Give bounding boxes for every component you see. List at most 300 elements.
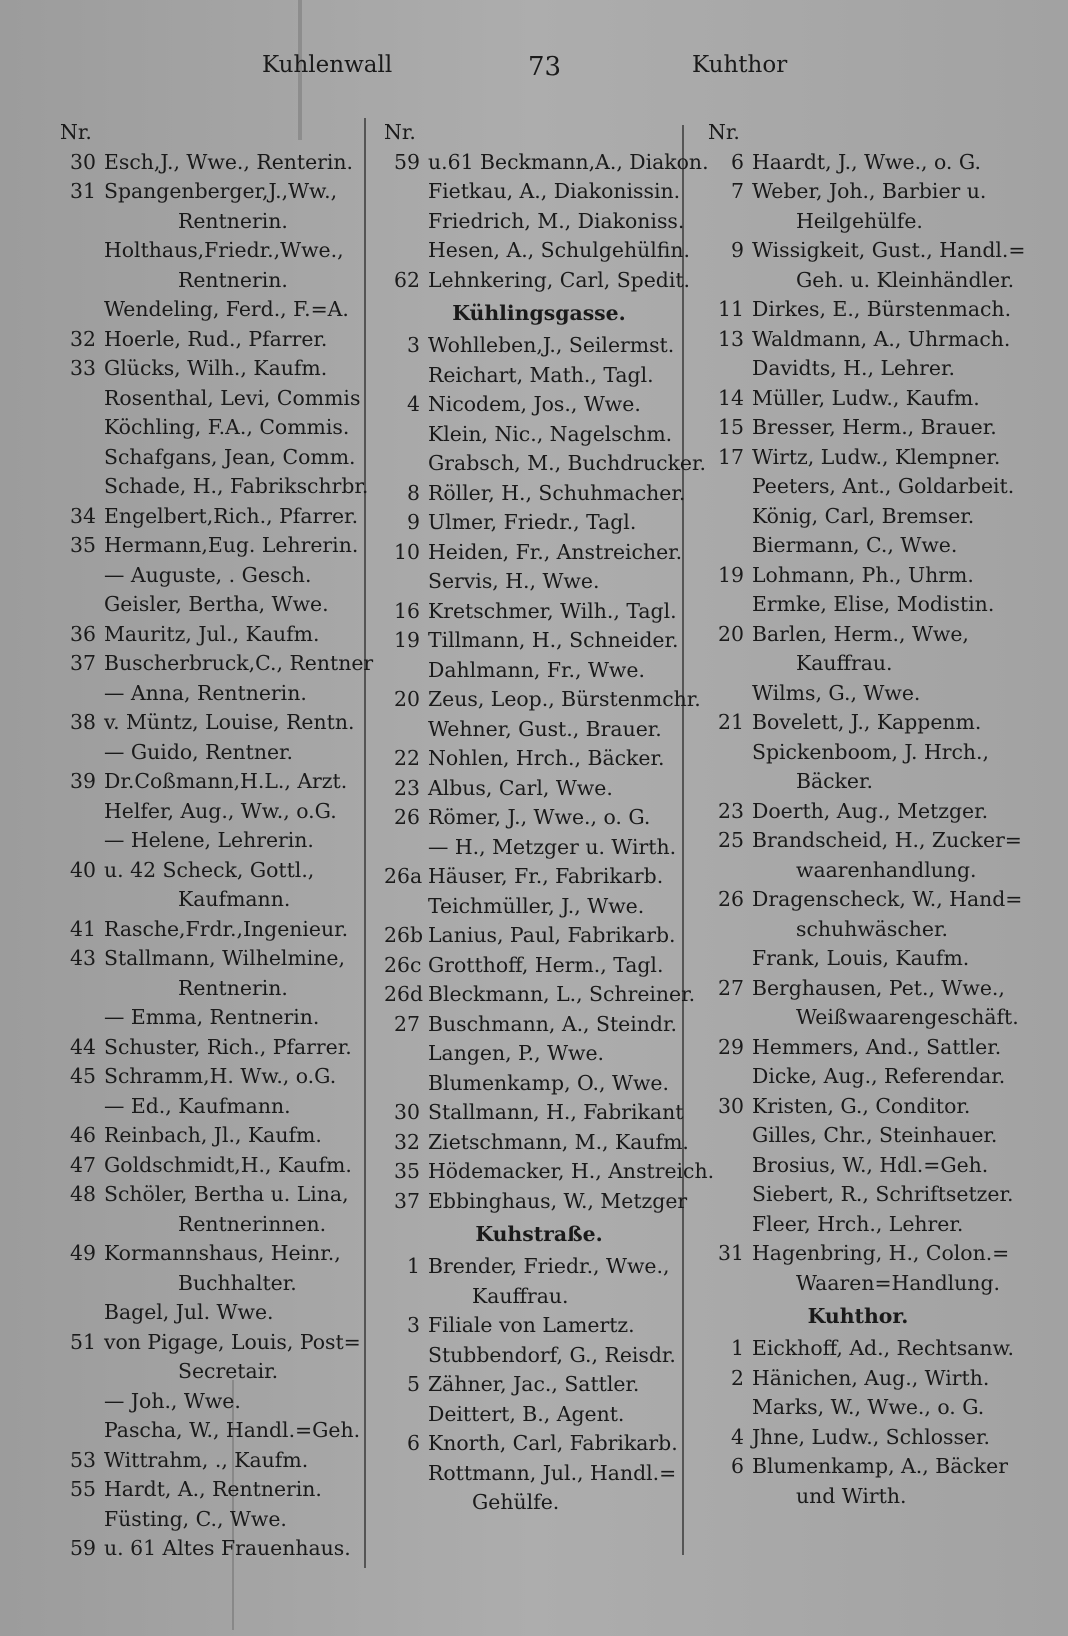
directory-entry xyxy=(384,390,694,420)
house-number: 37 xyxy=(70,651,96,675)
directory-entry xyxy=(60,1475,360,1505)
house-number: 9 xyxy=(731,238,744,262)
directory-entry xyxy=(708,1269,1008,1299)
resident-text: Wendeling, Ferd., F.=A. xyxy=(104,297,349,321)
directory-entry xyxy=(384,1311,694,1341)
directory-entry xyxy=(708,1180,1014,1210)
resident-text: waarenhandlung. xyxy=(796,857,977,882)
directory-entry xyxy=(60,1033,360,1063)
resident-text: Müller, Ludw., Kaufm. xyxy=(752,385,980,410)
directory-entry xyxy=(708,620,1008,650)
resident-text: Goldschmidt,H., Kaufm. xyxy=(104,1152,352,1177)
directory-entry xyxy=(60,1092,360,1122)
directory-entry xyxy=(60,1062,360,1092)
directory-entry xyxy=(708,1121,1008,1151)
directory-entry xyxy=(708,915,1008,945)
house-number: 26d xyxy=(384,982,423,1006)
house-number: 19 xyxy=(718,562,744,587)
directory-entry xyxy=(60,384,360,414)
resident-text: Glücks, Wilh., Kaufm. xyxy=(104,356,328,380)
resident-text: Kretschmer, Wilh., Tagl. xyxy=(428,598,677,623)
directory-entry xyxy=(384,1128,694,1158)
resident-text: Fleer, Hrch., Lehrer. xyxy=(752,1211,964,1236)
resident-text: Buschmann, A., Steindr. xyxy=(428,1011,677,1036)
resident-text: Blumenkamp, O., Wwe. xyxy=(428,1070,669,1095)
house-number: 26 xyxy=(718,887,744,911)
directory-entry xyxy=(384,1370,694,1400)
directory-entry xyxy=(60,1328,360,1358)
directory-entry xyxy=(708,354,1008,384)
directory-entry xyxy=(60,1357,360,1387)
directory-entry xyxy=(60,148,360,178)
resident-text: schuhwäscher. xyxy=(796,916,948,941)
house-number: 49 xyxy=(70,1241,96,1265)
directory-entry xyxy=(384,980,694,1010)
directory-entry xyxy=(708,1092,1008,1122)
house-number: 38 xyxy=(70,710,96,734)
directory-entry xyxy=(708,974,1008,1004)
house-number: 48 xyxy=(70,1182,96,1206)
resident-text: Lehnkering, Carl, Spedit. xyxy=(428,267,691,292)
resident-text: Friedrich, M., Diakoniss. xyxy=(428,208,685,233)
resident-text: Siebert, R., Schriftsetzer. xyxy=(752,1182,1014,1206)
resident-text: Gilles, Chr., Steinhauer. xyxy=(752,1123,998,1147)
resident-text: — Ed., Kaufmann. xyxy=(104,1093,291,1118)
resident-text: Dicke, Aug., Referendar. xyxy=(752,1064,1006,1088)
house-number: 4 xyxy=(731,1424,744,1449)
house-number: 59 xyxy=(70,1536,96,1560)
directory-entry xyxy=(708,1364,1008,1394)
directory-entry xyxy=(384,626,694,656)
resident-text: Doerth, Aug., Metzger. xyxy=(752,798,989,823)
directory-entry xyxy=(708,413,1008,443)
house-number: 29 xyxy=(718,1034,744,1059)
resident-text: Teichmüller, J., Wwe. xyxy=(428,893,645,918)
house-number: 36 xyxy=(70,621,96,646)
directory-entry xyxy=(708,502,1008,532)
resident-text: Heiden, Fr., Anstreicher. xyxy=(428,539,683,564)
directory-entry xyxy=(708,1239,1008,1269)
resident-text: Kormannshaus, Heinr., xyxy=(104,1241,341,1265)
directory-entry xyxy=(708,856,1008,886)
directory-entry xyxy=(708,236,1026,266)
resident-text: Zietschmann, M., Kaufm. xyxy=(428,1129,689,1154)
resident-text: Nohlen, Hrch., Bäcker. xyxy=(428,746,665,770)
resident-text: Albus, Carl, Wwe. xyxy=(428,775,613,800)
resident-text: — H., Metzger u. Wirth. xyxy=(428,834,677,859)
resident-text: Ulmer, Friedr., Tagl. xyxy=(428,510,637,534)
house-number: 2 xyxy=(731,1365,744,1390)
directory-entry xyxy=(60,207,360,237)
directory-entry xyxy=(708,1210,1008,1240)
resident-text: Brosius, W., Hdl.=Geh. xyxy=(752,1152,989,1177)
directory-entry xyxy=(60,325,360,355)
house-number: 37 xyxy=(394,1188,420,1213)
directory-entry xyxy=(708,118,1008,148)
resident-text: Hemmers, And., Sattler. xyxy=(752,1034,1002,1059)
directory-entry xyxy=(60,1180,360,1210)
house-number: 51 xyxy=(70,1329,96,1354)
resident-text: Wirtz, Ludw., Klempner. xyxy=(752,444,1001,469)
resident-text: Weißwaarengeschäft. xyxy=(796,1005,1019,1029)
resident-text: Servis, H., Wwe. xyxy=(428,569,600,593)
directory-entry xyxy=(708,738,1008,768)
house-number: 39 xyxy=(70,769,96,793)
directory-entry xyxy=(384,236,694,266)
directory-entry xyxy=(708,443,1008,473)
directory-entry xyxy=(60,502,360,532)
resident-text: Stallmann, Wilhelmine, xyxy=(104,946,345,970)
directory-entry xyxy=(708,177,1008,207)
resident-text: Blumenkamp, A., Bäcker xyxy=(752,1454,1008,1478)
resident-text: Berghausen, Pet., Wwe., xyxy=(752,975,1005,1000)
house-number: 27 xyxy=(718,975,744,1000)
resident-text: von Pigage, Louis, Post= xyxy=(104,1329,361,1354)
house-number: 44 xyxy=(70,1034,96,1059)
directory-entry xyxy=(708,295,1012,325)
resident-text: Waldmann, A., Uhrmach. xyxy=(752,326,1011,351)
directory-entry xyxy=(384,1039,694,1069)
directory-entry xyxy=(384,774,694,804)
house-number: 27 xyxy=(394,1011,420,1036)
resident-text: Schafgans, Jean, Comm. xyxy=(104,444,356,469)
directory-entry xyxy=(60,1269,360,1299)
column-2 xyxy=(384,118,715,1518)
house-number: 26a xyxy=(384,864,423,888)
resident-text: Peeters, Ant., Goldarbeit. xyxy=(752,474,1015,498)
resident-text: Lohmann, Ph., Uhrm. xyxy=(752,562,974,587)
house-number: 1 xyxy=(731,1336,744,1360)
house-number: 1 xyxy=(407,1254,420,1278)
directory-entry xyxy=(60,413,360,443)
resident-text: Langen, P., Wwe. xyxy=(428,1041,605,1065)
resident-text: Mauritz, Jul., Kaufm. xyxy=(104,621,320,646)
directory-entry xyxy=(708,207,1008,237)
resident-text: Zeus, Leop., Bürstenmchr. xyxy=(428,687,701,711)
house-number: 31 xyxy=(70,179,96,203)
resident-text: Hoerle, Rud., Pfarrer. xyxy=(104,326,328,351)
resident-text: Lanius, Paul, Fabrikarb. xyxy=(428,923,676,947)
resident-text: Schade, H., Fabrikschrbr. xyxy=(104,474,369,498)
resident-text: Geh. u. Kleinhändler. xyxy=(796,267,1015,292)
directory-entry xyxy=(384,1400,694,1430)
directory-entry xyxy=(708,590,1008,620)
resident-text: Schuster, Rich., Pfarrer. xyxy=(104,1034,352,1059)
resident-text: Reichart, Math., Tagl. xyxy=(428,362,654,387)
house-number: 55 xyxy=(70,1477,96,1501)
directory-entry xyxy=(60,472,369,502)
resident-text: Rentnerin. xyxy=(178,975,288,1000)
house-number: 26c xyxy=(384,952,422,977)
resident-text: und Wirth. xyxy=(796,1483,907,1508)
directory-entry xyxy=(60,856,360,886)
directory-entry xyxy=(60,649,374,679)
directory-entry xyxy=(60,236,360,266)
directory-entry xyxy=(708,649,1008,679)
resident-text: Fietkau, A., Diakonissin. xyxy=(428,179,681,203)
resident-text: Klein, Nic., Nagelschm. xyxy=(428,421,673,446)
directory-entry xyxy=(60,266,360,296)
resident-text: Stubbendorf, G., Reisdr. xyxy=(428,1342,676,1367)
directory-entry xyxy=(384,508,694,538)
resident-text: Rosenthal, Levi, Commis xyxy=(104,385,361,410)
directory-entry xyxy=(708,531,1008,561)
resident-text: u.61 Beckmann,A., Diakon. xyxy=(428,149,709,174)
house-number: 9 xyxy=(407,510,420,534)
directory-entry xyxy=(384,1069,694,1099)
resident-text: Holthaus,Friedr.,Wwe., xyxy=(104,238,344,262)
directory-entry xyxy=(384,1098,694,1128)
directory-entry xyxy=(60,118,360,148)
directory-entry xyxy=(60,561,360,591)
resident-text: Dragenscheck, W., Hand= xyxy=(752,887,1023,911)
resident-text: Eickhoff, Ad., Rechtsanw. xyxy=(752,1336,1014,1360)
resident-text: Helfer, Aug., Ww., o.G. xyxy=(104,798,337,823)
directory-entry xyxy=(60,1387,360,1417)
house-number: 53 xyxy=(70,1447,96,1472)
directory-entry xyxy=(60,354,360,384)
directory-entry xyxy=(384,361,694,391)
directory-entry xyxy=(60,1003,360,1033)
house-number: 6 xyxy=(731,149,744,174)
directory-entry xyxy=(384,449,706,479)
directory-entry xyxy=(60,885,360,915)
directory-entry xyxy=(60,1534,360,1564)
street-heading: Kuhstraße. xyxy=(475,1222,603,1246)
directory-entry xyxy=(60,443,360,473)
house-number: 46 xyxy=(70,1123,96,1147)
directory-entry xyxy=(708,1062,1008,1092)
directory-entry xyxy=(384,1252,694,1282)
resident-text: Stallmann, H., Fabrikant xyxy=(428,1100,684,1124)
house-number: 6 xyxy=(731,1454,744,1478)
resident-text: Bäcker. xyxy=(796,769,873,793)
directory-entry xyxy=(708,1151,1008,1181)
house-number: 23 xyxy=(718,798,744,823)
house-number: 13 xyxy=(718,326,744,351)
resident-text: Buscherbruck,C., Rentner xyxy=(104,651,374,675)
directory-entry xyxy=(384,1341,694,1371)
resident-text: Barlen, Herm., Wwe, xyxy=(752,621,969,646)
column-3 xyxy=(708,118,1026,1511)
resident-text: Füsting, C., Wwe. xyxy=(104,1506,287,1531)
resident-text: u. 61 Altes Frauenhaus. xyxy=(104,1536,351,1560)
resident-text: König, Carl, Bremser. xyxy=(752,503,975,528)
resident-text: Hödemacker, H., Anstreich. xyxy=(428,1159,715,1183)
directory-entry xyxy=(384,685,701,715)
house-number: 11 xyxy=(718,297,744,321)
resident-text: Knorth, Carl, Fabrikarb. xyxy=(428,1431,678,1455)
house-number: 3 xyxy=(407,333,420,357)
resident-text: Jhne, Ludw., Schlosser. xyxy=(752,1424,990,1449)
directory-entry xyxy=(384,1459,694,1489)
resident-text: — Guido, Rentner. xyxy=(104,739,294,764)
directory-entry xyxy=(384,833,694,863)
resident-text: Rentnerin. xyxy=(178,267,288,292)
resident-text: Hänichen, Aug., Wirth. xyxy=(752,1365,990,1390)
directory-entry xyxy=(60,1151,360,1181)
directory-entry xyxy=(708,384,1008,414)
directory-entry xyxy=(384,538,694,568)
resident-text: Brender, Friedr., Wwe., xyxy=(428,1254,670,1278)
resident-text: Esch,J., Wwe., Renterin. xyxy=(104,149,354,174)
house-number: 43 xyxy=(70,946,96,970)
directory-entry xyxy=(60,1416,360,1446)
house-number: 16 xyxy=(394,598,420,623)
resident-text: Kauffrau. xyxy=(796,651,893,675)
house-number: 26b xyxy=(384,923,423,947)
street-heading: Kühlingsgasse. xyxy=(452,301,626,325)
resident-text: Deittert, B., Agent. xyxy=(428,1401,625,1426)
house-number: 31 xyxy=(718,1241,744,1265)
resident-text: Schöler, Bertha u. Lina, xyxy=(104,1182,349,1206)
resident-text: Grabsch, M., Buchdrucker. xyxy=(428,451,706,475)
resident-text: Spangenberger,J.,Ww., xyxy=(104,179,338,203)
directory-entry xyxy=(60,1121,360,1151)
resident-text: Pascha, W., Handl.=Geh. xyxy=(104,1418,361,1442)
resident-text: — Emma, Rentnerin. xyxy=(104,1005,320,1029)
directory-entry xyxy=(60,915,360,945)
directory-entry xyxy=(60,620,360,650)
directory-entry xyxy=(60,974,360,1004)
resident-text: Filiale von Lamertz. xyxy=(428,1313,635,1337)
house-number: 26 xyxy=(394,805,420,829)
resident-text: Weber, Joh., Barbier u. xyxy=(752,179,987,203)
resident-text: Engelbert,Rich., Pfarrer. xyxy=(104,503,359,528)
resident-text: Kaufmann. xyxy=(178,887,291,911)
directory-entry xyxy=(384,1157,715,1187)
house-number: 33 xyxy=(70,356,96,380)
directory-entry xyxy=(384,479,694,509)
directory-entry xyxy=(384,266,694,296)
house-number: 20 xyxy=(718,621,744,646)
resident-text: Davidts, H., Lehrer. xyxy=(752,356,955,380)
directory-entry xyxy=(384,420,694,450)
directory-entry xyxy=(708,1334,1014,1364)
house-number: 15 xyxy=(718,415,744,439)
directory-entry xyxy=(384,567,694,597)
resident-text: Bresser, Herm., Brauer. xyxy=(752,415,997,439)
house-number: 34 xyxy=(70,503,96,528)
resident-text: Frank, Louis, Kaufm. xyxy=(752,946,970,970)
resident-text: Ermke, Elise, Modistin. xyxy=(752,592,995,616)
directory-entry xyxy=(60,679,360,709)
directory-entry xyxy=(708,679,1008,709)
resident-text: — Anna, Rentnerin. xyxy=(104,680,307,705)
nr-label: Nr. xyxy=(708,120,740,144)
resident-text: Biermann, C., Wwe. xyxy=(752,533,958,557)
resident-text: Kristen, G., Conditor. xyxy=(752,1093,971,1118)
resident-text: Brandscheid, H., Zucker= xyxy=(752,828,1022,852)
house-number: 30 xyxy=(718,1093,744,1118)
resident-text: Rentnerinnen. xyxy=(178,1211,327,1236)
house-number: 7 xyxy=(731,179,744,203)
directory-entry xyxy=(708,797,1008,827)
resident-text: Schramm,H. Ww., o.G. xyxy=(104,1064,337,1088)
directory-entry xyxy=(708,1393,1008,1423)
directory-entry xyxy=(60,1210,360,1240)
directory-entry xyxy=(60,944,360,974)
directory-entry xyxy=(384,656,694,686)
house-number: 21 xyxy=(718,710,744,734)
nr-label: Nr. xyxy=(60,120,92,144)
directory-entry xyxy=(60,1446,360,1476)
directory-entry xyxy=(384,177,694,207)
directory-entry xyxy=(60,1239,360,1269)
resident-text: Wohlleben,J., Seilermst. xyxy=(428,333,675,357)
resident-text: Nicodem, Jos., Wwe. xyxy=(428,392,641,416)
directory-entry xyxy=(708,708,1008,738)
house-number: 8 xyxy=(407,480,420,505)
resident-text: Wissigkeit, Gust., Handl.= xyxy=(752,238,1026,262)
directory-entry xyxy=(60,295,360,325)
resident-text: Zähner, Jac., Sattler. xyxy=(428,1372,640,1396)
directory-entry xyxy=(384,892,694,922)
directory-entry xyxy=(708,1482,1008,1512)
house-number: 25 xyxy=(718,828,744,852)
house-number: 22 xyxy=(394,746,420,770)
nr-label: Nr. xyxy=(384,120,416,144)
resident-text: Tillmann, H., Schneider. xyxy=(428,628,679,652)
house-number: 47 xyxy=(70,1152,96,1177)
directory-entry xyxy=(708,1003,1019,1033)
resident-text: Haardt, J., Wwe., o. G. xyxy=(752,149,981,174)
resident-text: Heilgehülfe. xyxy=(796,208,923,233)
resident-text: Waaren=Handlung. xyxy=(796,1270,1000,1295)
house-number: 14 xyxy=(718,385,744,410)
house-number: 4 xyxy=(407,392,420,416)
house-number: 6 xyxy=(407,1431,420,1455)
house-number: 45 xyxy=(70,1064,96,1088)
resident-text: Hagenbring, H., Colon.= xyxy=(752,1241,1010,1265)
directory-entry xyxy=(384,921,694,951)
directory-entry xyxy=(708,885,1023,915)
directory-entry xyxy=(708,1423,1008,1453)
resident-text: Hesen, A., Schulgehülfin. xyxy=(428,238,690,262)
directory-entry xyxy=(384,951,694,981)
resident-text: Römer, J., Wwe., o. G. xyxy=(428,805,651,829)
directory-entry xyxy=(60,708,360,738)
resident-text: Dahlmann, Fr., Wwe. xyxy=(428,657,645,682)
resident-text: Röller, H., Schuhmacher. xyxy=(428,480,686,505)
page-number: 73 xyxy=(528,52,562,82)
directory-entry xyxy=(708,767,1008,797)
directory-entry xyxy=(384,862,694,892)
directory-entry xyxy=(384,1010,694,1040)
directory-entry xyxy=(384,1282,694,1312)
directory-entry xyxy=(384,803,694,833)
resident-text: Ebbinghaus, W., Metzger xyxy=(428,1188,688,1213)
header-left: Kuhlenwall xyxy=(262,52,393,78)
directory-entry xyxy=(384,148,709,178)
resident-text: Bovelett, J., Kappenm. xyxy=(752,710,982,734)
resident-text: v. Müntz, Louise, Rentn. xyxy=(104,710,355,734)
house-number: 5 xyxy=(407,1372,420,1396)
resident-text: Wehner, Gust., Brauer. xyxy=(428,716,662,741)
directory-entry xyxy=(60,1298,360,1328)
directory-entry xyxy=(708,1033,1008,1063)
resident-text: Buchhalter. xyxy=(178,1270,297,1295)
resident-text: Rottmann, Jul., Handl.= xyxy=(428,1460,677,1485)
resident-text: Rasche,Frdr.,Ingenieur. xyxy=(104,916,349,941)
directory-entry xyxy=(60,738,360,768)
directory-entry xyxy=(60,531,360,561)
house-number: 10 xyxy=(394,539,420,564)
resident-text: Grotthoff, Herm., Tagl. xyxy=(428,952,664,977)
resident-text: — Helene, Lehrerin. xyxy=(104,828,314,852)
house-number: 32 xyxy=(394,1129,420,1154)
resident-text: Hardt, A., Rentnerin. xyxy=(104,1477,322,1501)
